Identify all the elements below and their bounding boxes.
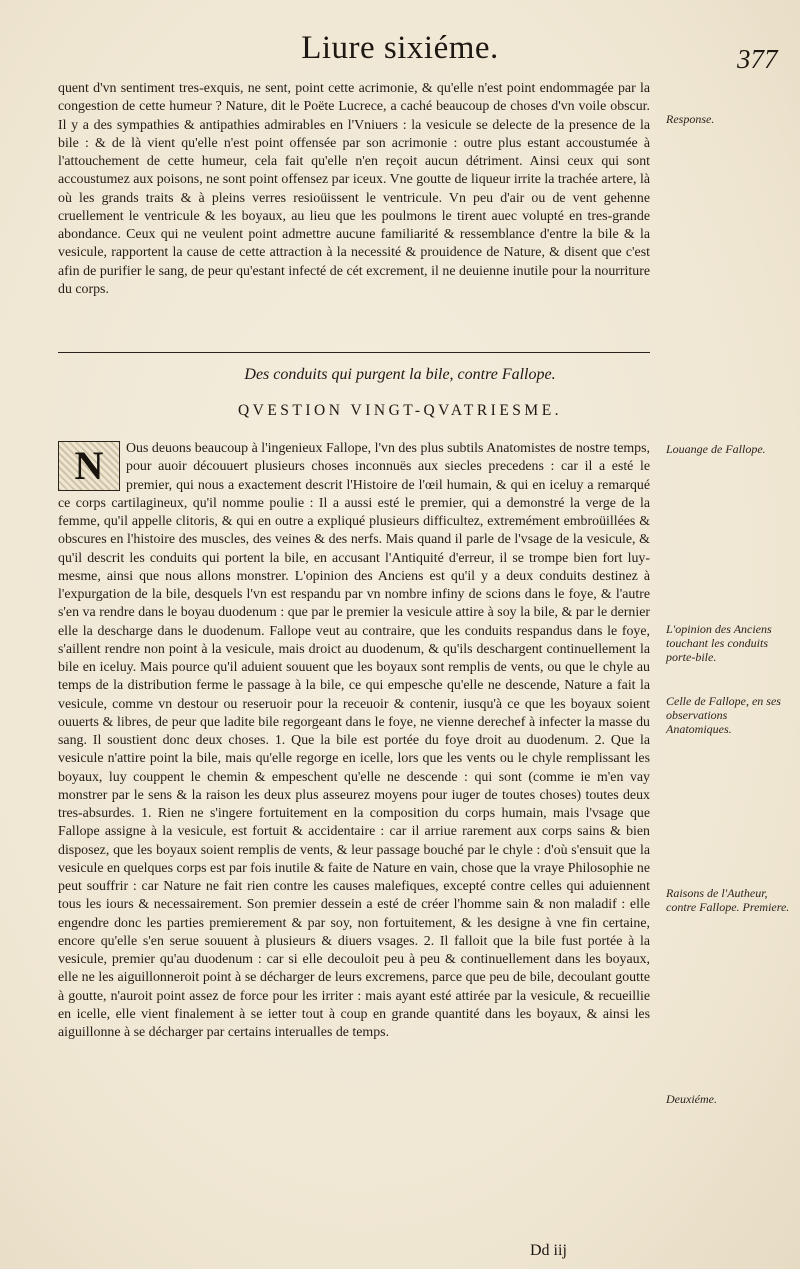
margin-note-raisons: Raisons de l'Autheur, contre Fallope. Premiere. bbox=[666, 886, 790, 914]
top-paragraph bbox=[58, 80, 650, 299]
question-heading: QVESTION VINGT-QVATRIESME. bbox=[237, 402, 563, 419]
question-body-text: Ous deuons beaucoup à l'ingenieux Fallope, l'vn des plus subtils Anatomistes de nostre temps, pour auoir découuert plusieurs choses inconnuës aux siecles precedens : car il a esté le premier, qui nous a exactement descrit l'Histoire de l'œil humain, & qui en iceluy a remarqué ce corps cartilagineux, qu'il nomme poulie : Il a aussi esté le premier, qui a demonstré la verge de la femme, qu'il appelle clitoris, & qui en outre a expliqué plusieurs difficultez, extremément embroüillées & obscures en l'histoire des muscles, des veines & des nerfs. Mais quand il parle de l'vsage de la vesicule, & qu'il descrit les conduits qui portent la bile, en accusant l'Antiquité d'erreur, il se trompe bien fort luy-mesme, ainsi que nous allons monstrer. L'opinion des Anciens est qu'il y a deux conduits destinez à l'expurgation de la bile, desquels l'vn est respandu par vn nombre infiny de scions dans le foye, & l'autre s'en va rendre dans le boyau duodenum : que par le premier la vesicule attire à soy la bile, & par le dernier elle la descharge dans le duodenum. Fallope veut au contraire, que les conduits respandus dans le foye, s'aillent rendre non point à la vesicule, mais droict au duodenum, & qu'ils deschargent continuellement la bile en iceluy. Mais pource qu'il aduient souuent que les boyaux sont remplis de vents, ou que le chyle au temps de la distribution ferme le passage à la bile, ce qui empesche qu'elle ne descende, Nature a fait la vesicule, comme vn destour ou reseruoir pour la receuoir & contenir, iusqu'à ce que les boyaux soient ouuerts & libres, de peur que ladite bile regorgeant dans le foye, ne vienne derechef à infecter la masse du sang. Il soustient donc deux choses. 1. Que la bile est portée du foye droit au duodenum. 2. Que la vesicule n'attire point la bile, mais qu'elle regorge en icelle, lors que les vents ou le chyle remplissant les boyaux, luy couppent le chemin & empeschent qu'elle ne descende : qui sont (comme ie m'en vay monstrer par le sens & la raison les deux plus asseurez moyens pour iuger de toutes choses) toutes deux tres-absurdes. 1. Rien ne s'ingere fortuitement en la composition du corps humain, mais l'vsage que Fallope assigne à la vesicule, est fortuit & accidentaire : car il arriue rarement aux corps sains & bien disposez, que les boyaux soient remplis de vents, & leur passage bouché par le chyle : d'où s'ensuit que la vesicule en quelques corps est par fois inutile & faite de Nature en vain, chose que la vraye Philosophie ne peut souffrir : car Nature ne fait rien contre les causes malefiques, excepté contre celles qui aduiennent tous les iours & necessairement. Son premier dessein a esté de créer l'homme sain & non maladif : elle engendre donc les parties premierement & par soy, non fortuitement, & les designe à vne fin certaine, encore qu'elle s'en serue souuent à plusieurs & diuers vsages. 2. Il falloit que la bile fust portée à la vesicule, premier qu'au duodenum : car si elle decouloit peu à peu & continuellement dans les boyaux, elle ne les aiguillonneroit point à se décharger de leurs excremens, parce que peu de bile, decoulant goutte à goutte, n'auroit point assez de force pour les irriter : mais ayant esté attirée par la vesicule, & recueillie en icelle, elle vient finalement à se ietter tout à coup en grande quantité dans les boyaux, & ainsi les aiguillonne à se décharger par certains interualles de temps. bbox=[58, 441, 650, 1040]
section-divider bbox=[58, 352, 650, 353]
question-body bbox=[58, 440, 650, 1042]
margin-note-deuxieme: Deuxiéme. bbox=[666, 1092, 717, 1106]
margin-note-louange: Louange de Fallope. bbox=[666, 442, 766, 456]
running-title: Liure sixiéme. bbox=[301, 30, 499, 66]
margin-note-fallope: Celle de Fallope, en ses observations Anatomiques. bbox=[666, 694, 781, 736]
dropcap-letter: N bbox=[74, 442, 104, 488]
margin-note-opinion-anciens: L'opinion des Anciens touchant les conduits porte-bile. bbox=[666, 622, 772, 664]
page-number: 377 bbox=[737, 44, 778, 74]
margin-note-response: Response. bbox=[666, 112, 715, 126]
top-paragraph-text: quent d'vn sentiment tres-exquis, ne sent, point cette acrimonie, & qu'elle n'est point endommagée par la congestion de cette humeur ? Nature, dit le Poëte Lucrece, a caché beaucoup de choses d'vn voile obscur. Il y a des sympathies & antipathies admirables en l'Vniuers : la vesicule se delecte de la presence de la bile : & de là vient qu'elle n'est point offensée par son acrimonie : outre plus estant accoustumée à l'attouchement de cette humeur, cela fait qu'elle n'en reçoit aucun détriment. Ainsi ceux qui sont accoustumez aux poisons, ne sont point offensez par iceux. Vne goutte de liqueur irrite la trachée artere, là où les grands traits & à pleins verres resioüissent le ventricule. Vn peu d'air ou de vent gehenne cruellement le ventricule & les boyaux, au lieu que les poulmons le tirent auec volupté en tres-grande abondance. Ceux qui ne veulent point admettre aucune familiarité & ressemblance d'entre la bile & la vesicule, rapportent la cause de cette attraction à la necessité & prouidence de Nature, & disent que c'est afin de purifier le sang, de peur qu'estant infecté de cét excrement, il ne deuienne inutile pour la nourriture du corps. bbox=[58, 81, 650, 297]
ornamental-dropcap bbox=[58, 441, 120, 491]
section-title: Des conduits qui purgent la bile, contre Fallope. bbox=[244, 366, 556, 383]
signature-mark: Dd iij bbox=[530, 1242, 567, 1259]
